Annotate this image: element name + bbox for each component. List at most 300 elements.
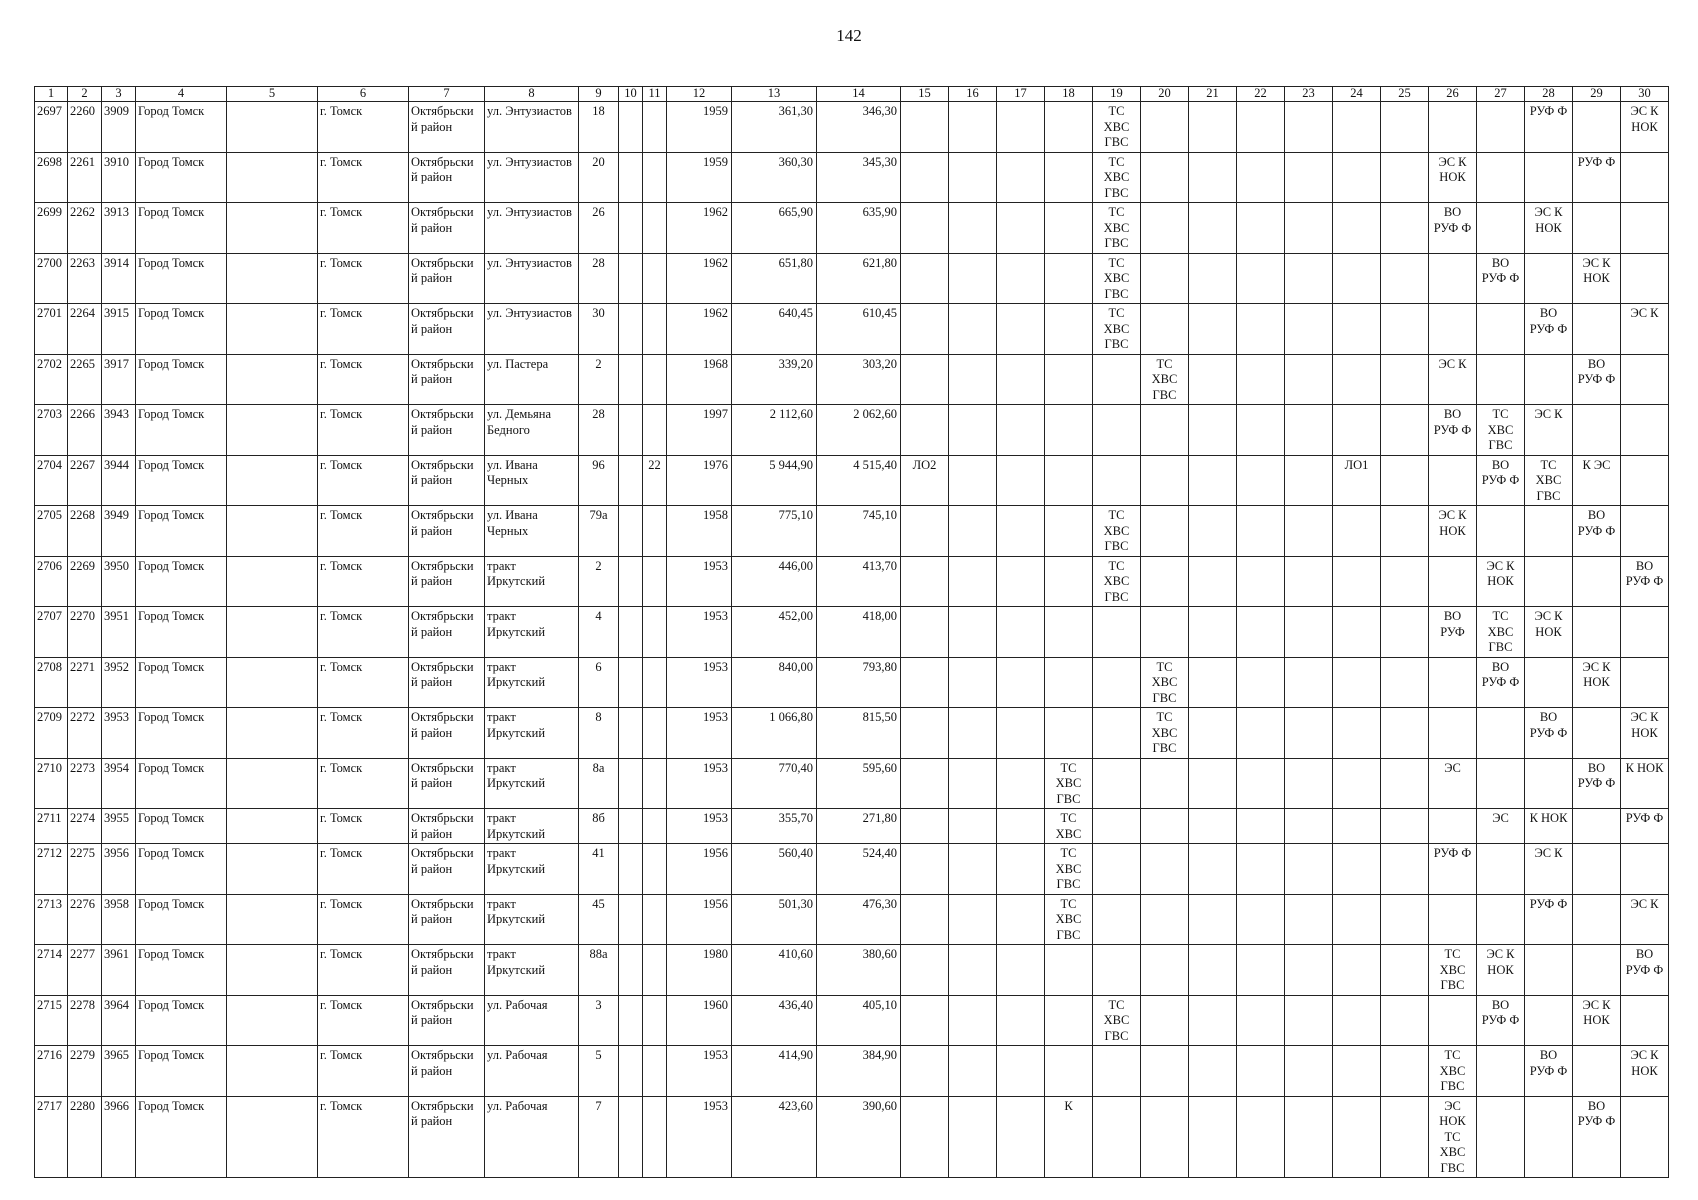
table-cell [1189, 152, 1237, 203]
table-cell: Октябрьски й район [409, 556, 485, 607]
table-cell: тракт Иркутский [485, 844, 579, 895]
table-cell: ВО РУФ Ф [1429, 405, 1477, 456]
table-row [35, 203, 1669, 254]
table-cell: 1968 [667, 354, 732, 405]
table-cell [227, 405, 318, 456]
table-row [35, 102, 1669, 153]
table-cell: 414,90 [732, 1046, 817, 1097]
table-cell: 2271 [68, 657, 102, 708]
table-cell [1285, 894, 1333, 945]
table-cell [1381, 844, 1429, 895]
table-cell [949, 844, 997, 895]
table-cell [643, 1046, 667, 1097]
column-number-cell: 5 [227, 87, 318, 102]
column-number-cell: 26 [1429, 87, 1477, 102]
table-cell [1285, 304, 1333, 355]
table-row [35, 152, 1669, 203]
table-cell [619, 657, 643, 708]
table-cell: ул. Рабочая [485, 995, 579, 1046]
table-cell: ТС ХВС ГВС [1477, 405, 1525, 456]
column-number-cell: 3 [102, 87, 136, 102]
table-cell [1621, 995, 1669, 1046]
column-number-cell: 4 [136, 87, 227, 102]
table-cell [1285, 405, 1333, 456]
table-cell: Город Томск [136, 708, 227, 759]
table-cell: 2711 [35, 809, 68, 844]
table-cell: К НОК [1525, 809, 1573, 844]
table-cell: 3965 [102, 1046, 136, 1097]
table-cell: ул. Ивана Черных [485, 506, 579, 557]
table-cell [997, 455, 1045, 506]
table-cell: 1960 [667, 995, 732, 1046]
table-cell [1189, 657, 1237, 708]
table-cell [1477, 758, 1525, 809]
table-cell: 2276 [68, 894, 102, 945]
table-cell [619, 203, 643, 254]
table-cell [1141, 894, 1189, 945]
table-cell [1477, 1046, 1525, 1097]
table-cell: 3909 [102, 102, 136, 153]
table-cell [1141, 253, 1189, 304]
table-cell: 2705 [35, 506, 68, 557]
table-cell: ТС ХВС ГВС [1093, 506, 1141, 557]
table-cell: г. Томск [318, 354, 409, 405]
table-cell: 2273 [68, 758, 102, 809]
table-cell [227, 844, 318, 895]
table-cell: 88а [579, 945, 619, 996]
table-cell [1621, 455, 1669, 506]
table-cell: г. Томск [318, 405, 409, 456]
table-cell [1573, 809, 1621, 844]
table-cell [1525, 657, 1573, 708]
table-cell: К [1045, 1096, 1093, 1178]
table-cell [1141, 607, 1189, 658]
table-cell: ТС ХВС ГВС [1141, 354, 1189, 405]
table-cell [1285, 1046, 1333, 1097]
table-cell [1093, 657, 1141, 708]
table-cell [997, 405, 1045, 456]
table-cell [1237, 1096, 1285, 1178]
table-cell: ЭС [1477, 809, 1525, 844]
table-cell: 524,40 [817, 844, 901, 895]
table-cell: ВО РУФ Ф [1573, 354, 1621, 405]
table-cell: тракт Иркутский [485, 708, 579, 759]
table-cell [1045, 1046, 1093, 1097]
table-cell: Октябрьски й район [409, 455, 485, 506]
table-cell [1573, 203, 1621, 254]
page-number: 142 [836, 26, 862, 45]
table-cell: 345,30 [817, 152, 901, 203]
table-cell: 2707 [35, 607, 68, 658]
table-cell [1093, 405, 1141, 456]
table-cell: 1958 [667, 506, 732, 557]
table-cell: 815,50 [817, 708, 901, 759]
table-cell [643, 102, 667, 153]
table-cell [997, 152, 1045, 203]
table-cell [1525, 354, 1573, 405]
table-cell [997, 844, 1045, 895]
table-cell: Город Томск [136, 894, 227, 945]
table-cell: 2708 [35, 657, 68, 708]
table-cell: ул. Энтузиастов [485, 253, 579, 304]
table-cell [619, 556, 643, 607]
table-cell [1237, 758, 1285, 809]
table-cell: 3943 [102, 405, 136, 456]
table-cell [1141, 1096, 1189, 1178]
table-cell [227, 894, 318, 945]
table-cell: 2698 [35, 152, 68, 203]
table-cell [1189, 607, 1237, 658]
table-row [35, 995, 1669, 1046]
table-cell: ВО РУФ Ф [1429, 203, 1477, 254]
table-cell: 560,40 [732, 844, 817, 895]
table-row [35, 758, 1669, 809]
table-cell: 355,70 [732, 809, 817, 844]
table-cell: ЛО2 [901, 455, 949, 506]
table-cell: 640,45 [732, 304, 817, 355]
table-cell [1285, 809, 1333, 844]
table-cell: г. Томск [318, 152, 409, 203]
table-cell [1141, 945, 1189, 996]
table-row [35, 1096, 1669, 1178]
column-number-cell: 11 [643, 87, 667, 102]
table-cell: ВО РУФ Ф [1525, 708, 1573, 759]
table-cell [1237, 995, 1285, 1046]
table-cell [227, 455, 318, 506]
table-cell: 2268 [68, 506, 102, 557]
table-cell [1525, 758, 1573, 809]
table-cell [1093, 607, 1141, 658]
table-cell: тракт Иркутский [485, 657, 579, 708]
table-row [35, 455, 1669, 506]
table-cell [1285, 995, 1333, 1046]
table-cell [1621, 607, 1669, 658]
table-cell: ВО РУФ Ф [1525, 1046, 1573, 1097]
table-cell [1045, 995, 1093, 1046]
table-cell: 2702 [35, 354, 68, 405]
table-cell [643, 405, 667, 456]
table-cell [901, 354, 949, 405]
table-cell: 7 [579, 1096, 619, 1178]
table-cell: г. Томск [318, 304, 409, 355]
table-cell [1189, 102, 1237, 153]
table-cell: ВО РУФ Ф [1525, 304, 1573, 355]
table-cell [1381, 354, 1429, 405]
table-cell [1381, 253, 1429, 304]
table-cell: г. Томск [318, 102, 409, 153]
table-cell [1333, 253, 1381, 304]
table-cell [619, 995, 643, 1046]
table-cell: 2712 [35, 844, 68, 895]
table-cell [949, 203, 997, 254]
table-cell: 1 066,80 [732, 708, 817, 759]
table-cell: Октябрьски й район [409, 1096, 485, 1178]
table-cell [227, 607, 318, 658]
table-cell: 8а [579, 758, 619, 809]
table-cell: 2717 [35, 1096, 68, 1178]
table-cell: Октябрьски й район [409, 758, 485, 809]
table-row [35, 894, 1669, 945]
table-cell [619, 405, 643, 456]
table-cell: 1953 [667, 1096, 732, 1178]
column-number-cell: 9 [579, 87, 619, 102]
table-cell [1045, 607, 1093, 658]
table-cell: 1956 [667, 844, 732, 895]
table-cell [1141, 304, 1189, 355]
table-cell: 3966 [102, 1096, 136, 1178]
table-cell [1573, 607, 1621, 658]
table-cell [1621, 405, 1669, 456]
table-cell: ТС ХВС ГВС [1093, 556, 1141, 607]
table-cell [1429, 556, 1477, 607]
table-cell [901, 304, 949, 355]
table-cell: г. Томск [318, 455, 409, 506]
table-cell: 6 [579, 657, 619, 708]
table-cell [1093, 708, 1141, 759]
table-cell: 3951 [102, 607, 136, 658]
table-cell [1333, 152, 1381, 203]
table-cell [643, 203, 667, 254]
table-cell [1045, 708, 1093, 759]
table-cell: ул. Рабочая [485, 1046, 579, 1097]
table-cell: 840,00 [732, 657, 817, 708]
table-cell: 2279 [68, 1046, 102, 1097]
table-cell: ТС ХВС [1045, 809, 1093, 844]
table-cell: Город Томск [136, 809, 227, 844]
table-cell: 476,30 [817, 894, 901, 945]
table-cell [901, 809, 949, 844]
table-cell: 3950 [102, 556, 136, 607]
table-cell [1573, 708, 1621, 759]
table-cell: г. Томск [318, 945, 409, 996]
table-cell: ЛО1 [1333, 455, 1381, 506]
table-cell: 1976 [667, 455, 732, 506]
table-cell [1141, 506, 1189, 557]
table-cell [1045, 556, 1093, 607]
column-number-cell: 21 [1189, 87, 1237, 102]
table-cell [1429, 304, 1477, 355]
table-cell [949, 995, 997, 1046]
table-cell: РУФ Ф [1429, 844, 1477, 895]
table-row [35, 253, 1669, 304]
table-row [35, 607, 1669, 658]
table-cell [1141, 758, 1189, 809]
table-cell: 2710 [35, 758, 68, 809]
column-number-cell: 30 [1621, 87, 1669, 102]
table-cell [997, 203, 1045, 254]
table-cell [949, 556, 997, 607]
table-cell [1189, 506, 1237, 557]
table-cell [1189, 844, 1237, 895]
table-cell: Октябрьски й район [409, 253, 485, 304]
table-cell [1285, 253, 1333, 304]
table-cell [1189, 758, 1237, 809]
table-cell [1525, 556, 1573, 607]
table-cell: 339,20 [732, 354, 817, 405]
column-number-cell: 25 [1381, 87, 1429, 102]
table-cell [1621, 203, 1669, 254]
table-cell [1573, 894, 1621, 945]
table-cell: ЭС К [1621, 894, 1669, 945]
table-cell: 2262 [68, 203, 102, 254]
table-cell [1237, 203, 1285, 254]
table-cell: Город Томск [136, 657, 227, 708]
table-cell [949, 894, 997, 945]
table-cell [1141, 405, 1189, 456]
table-cell: 2713 [35, 894, 68, 945]
table-cell: Октябрьски й район [409, 708, 485, 759]
table-cell [1429, 102, 1477, 153]
table-cell [1189, 1096, 1237, 1178]
column-number-cell: 28 [1525, 87, 1573, 102]
table-cell: ул. Энтузиастов [485, 152, 579, 203]
table-cell [1045, 405, 1093, 456]
table-cell [949, 405, 997, 456]
table-cell [1381, 809, 1429, 844]
table-cell: ТС ХВС ГВС [1093, 995, 1141, 1046]
table-cell: ТС ХВС ГВС [1477, 607, 1525, 658]
table-cell: ЭС К НОК [1477, 945, 1525, 996]
column-number-cell: 27 [1477, 87, 1525, 102]
table-cell [1285, 102, 1333, 153]
table-cell [949, 253, 997, 304]
table-cell [1573, 304, 1621, 355]
table-cell: 3958 [102, 894, 136, 945]
table-cell: Октябрьски й район [409, 657, 485, 708]
table-cell: ЭС НОК ТС ХВС ГВС [1429, 1096, 1477, 1178]
table-cell [643, 253, 667, 304]
table-cell [997, 102, 1045, 153]
table-cell: ВО РУФ Ф [1477, 253, 1525, 304]
table-cell [997, 607, 1045, 658]
table-cell: 390,60 [817, 1096, 901, 1178]
table-cell [1045, 102, 1093, 153]
table-cell [1381, 758, 1429, 809]
table-cell: К ЭС [1573, 455, 1621, 506]
table-cell: 2274 [68, 809, 102, 844]
table-cell [1381, 455, 1429, 506]
table-cell: 1953 [667, 708, 732, 759]
column-number-cell: 22 [1237, 87, 1285, 102]
table-cell [997, 354, 1045, 405]
table-cell [227, 995, 318, 1046]
table-cell [901, 1046, 949, 1097]
table-cell [997, 758, 1045, 809]
table-cell [997, 1046, 1045, 1097]
table-cell: 610,45 [817, 304, 901, 355]
table-cell [1429, 708, 1477, 759]
table-cell [1477, 102, 1525, 153]
table-cell: ЭС К [1525, 844, 1573, 895]
table-cell [1573, 1046, 1621, 1097]
table-cell [1237, 455, 1285, 506]
column-number-cell: 8 [485, 87, 579, 102]
table-cell [1045, 657, 1093, 708]
table-cell: тракт Иркутский [485, 556, 579, 607]
table-cell: ЭС К НОК [1429, 152, 1477, 203]
table-cell [1477, 354, 1525, 405]
table-cell [1045, 152, 1093, 203]
table-cell [1381, 152, 1429, 203]
table-cell [1093, 894, 1141, 945]
table-cell [901, 102, 949, 153]
table-cell [1333, 894, 1381, 945]
table-cell [1093, 758, 1141, 809]
table-cell [619, 253, 643, 304]
table-cell [1285, 152, 1333, 203]
table-cell [1621, 354, 1669, 405]
table-cell [1381, 945, 1429, 996]
table-cell: 775,10 [732, 506, 817, 557]
table-cell: г. Томск [318, 844, 409, 895]
table-cell: 2277 [68, 945, 102, 996]
table-cell: Город Томск [136, 152, 227, 203]
table-cell [1189, 556, 1237, 607]
table-cell: 2264 [68, 304, 102, 355]
table-cell: Октябрьски й район [409, 945, 485, 996]
table-cell: Город Томск [136, 304, 227, 355]
table-cell [1285, 203, 1333, 254]
table-cell: 4 515,40 [817, 455, 901, 506]
table-cell: ТС ХВС ГВС [1525, 455, 1573, 506]
table-cell [949, 354, 997, 405]
table-cell [1525, 253, 1573, 304]
table-cell [1189, 405, 1237, 456]
table-cell [1189, 354, 1237, 405]
table-cell [1093, 1096, 1141, 1178]
table-cell: ЭС К [1621, 304, 1669, 355]
table-cell [1141, 1046, 1189, 1097]
table-cell: 360,30 [732, 152, 817, 203]
table-cell: ТС ХВС ГВС [1141, 657, 1189, 708]
table-cell: 361,30 [732, 102, 817, 153]
table-cell: 3956 [102, 844, 136, 895]
table-cell: Октябрьски й район [409, 203, 485, 254]
table-cell [227, 1096, 318, 1178]
table-row [35, 809, 1669, 844]
table-cell: г. Томск [318, 809, 409, 844]
table-cell [643, 809, 667, 844]
table-cell: 1962 [667, 203, 732, 254]
table-row [35, 506, 1669, 557]
table-cell [1333, 708, 1381, 759]
table-cell: ТС ХВС ГВС [1093, 253, 1141, 304]
table-cell: 3961 [102, 945, 136, 996]
table-cell [643, 894, 667, 945]
table-cell: РУФ Ф [1525, 894, 1573, 945]
table-cell: 423,60 [732, 1096, 817, 1178]
table-cell: 96 [579, 455, 619, 506]
table-cell [1237, 102, 1285, 153]
table-cell [1525, 945, 1573, 996]
table-cell: Октябрьски й район [409, 607, 485, 658]
table-cell [1189, 203, 1237, 254]
table-cell: 2699 [35, 203, 68, 254]
table-cell: Город Томск [136, 253, 227, 304]
table-cell [1381, 708, 1429, 759]
table-cell [1285, 455, 1333, 506]
table-cell: ТС ХВС ГВС [1045, 758, 1093, 809]
table-cell [901, 607, 949, 658]
table-cell: ЭС К [1525, 405, 1573, 456]
table-cell [1525, 506, 1573, 557]
table-cell [1333, 1096, 1381, 1178]
table-cell [1093, 354, 1141, 405]
table-cell [1477, 894, 1525, 945]
table-cell [1285, 945, 1333, 996]
table-cell: 1953 [667, 607, 732, 658]
table-cell: 2703 [35, 405, 68, 456]
